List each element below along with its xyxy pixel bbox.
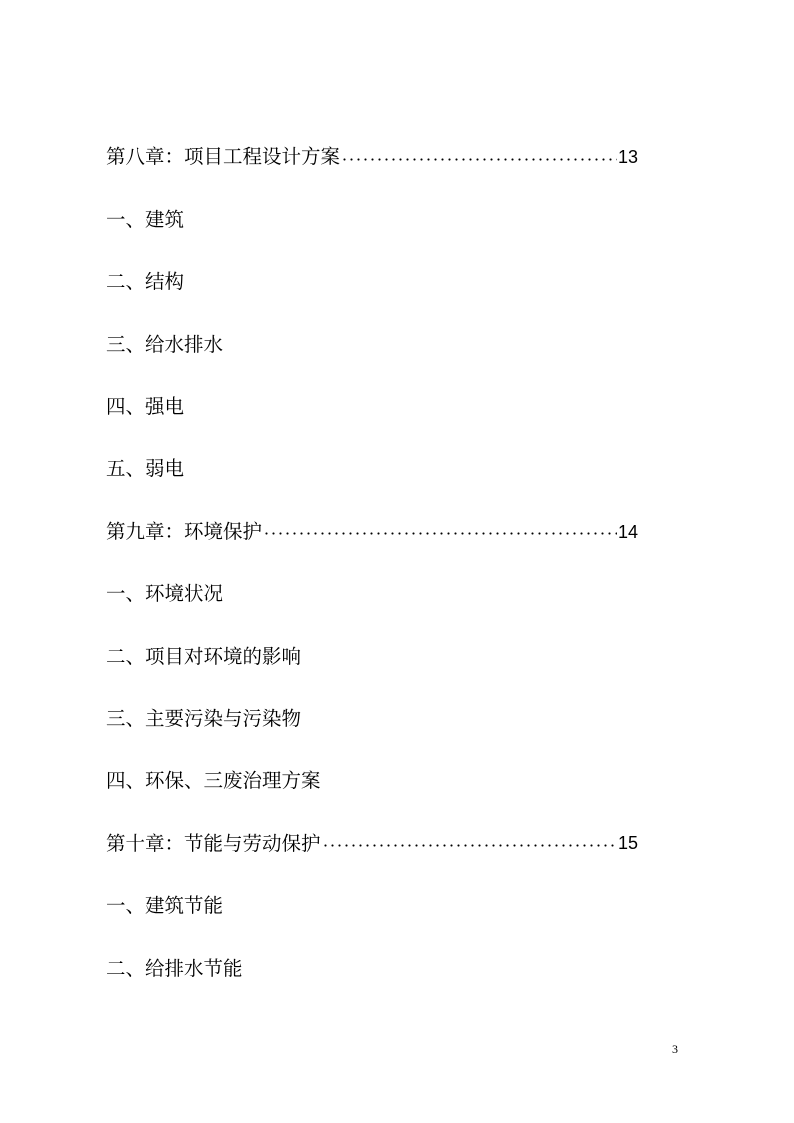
toc-section-label: 三、主要污染与污染物 <box>106 706 302 730</box>
toc-section[interactable] <box>106 251 638 313</box>
toc-chapter-8[interactable] <box>106 126 638 188</box>
toc-section-label: 一、建筑节能 <box>106 894 224 918</box>
toc-chapter-10[interactable] <box>106 812 638 874</box>
toc-page-number: 13 <box>617 147 638 168</box>
toc-section[interactable] <box>106 563 638 625</box>
toc-section-label: 二、项目对环境的影响 <box>106 644 302 668</box>
toc-section[interactable] <box>106 313 638 375</box>
toc-section-label: 五、弱电 <box>106 457 185 481</box>
toc-section[interactable] <box>106 625 638 687</box>
toc-section[interactable] <box>106 875 638 937</box>
toc-section[interactable] <box>106 376 638 438</box>
toc-section-label: 二、结构 <box>106 270 185 294</box>
dot-leader <box>322 844 617 847</box>
toc-chapter-title: 第十章：节能与劳动保护 <box>106 831 321 855</box>
dot-leader <box>341 158 617 161</box>
toc-section[interactable] <box>106 688 638 750</box>
toc-chapter-title: 第八章：项目工程设计方案 <box>106 145 341 169</box>
toc-chapter-9[interactable] <box>106 500 638 562</box>
toc-section-label: 二、给排水节能 <box>106 956 243 980</box>
page-number: 3 <box>672 1042 678 1056</box>
toc-section-label: 四、强电 <box>106 395 185 418</box>
toc-section[interactable] <box>106 438 638 500</box>
dot-leader <box>263 532 617 535</box>
toc-section[interactable] <box>106 750 638 812</box>
toc-chapter-title: 第九章：环境保护 <box>106 519 263 543</box>
toc-section-label: 一、建筑 <box>106 207 185 231</box>
toc-section[interactable] <box>106 937 638 999</box>
toc-section-label: 四、环保、三废治理方案 <box>106 769 321 793</box>
toc-page-number: 15 <box>617 833 638 854</box>
toc-section-label: 三、给水排水 <box>106 332 224 356</box>
toc-section[interactable] <box>106 188 638 250</box>
toc-page-number: 14 <box>617 521 638 542</box>
table-of-contents <box>106 126 638 999</box>
toc-section-label: 一、环境状况 <box>106 582 224 606</box>
